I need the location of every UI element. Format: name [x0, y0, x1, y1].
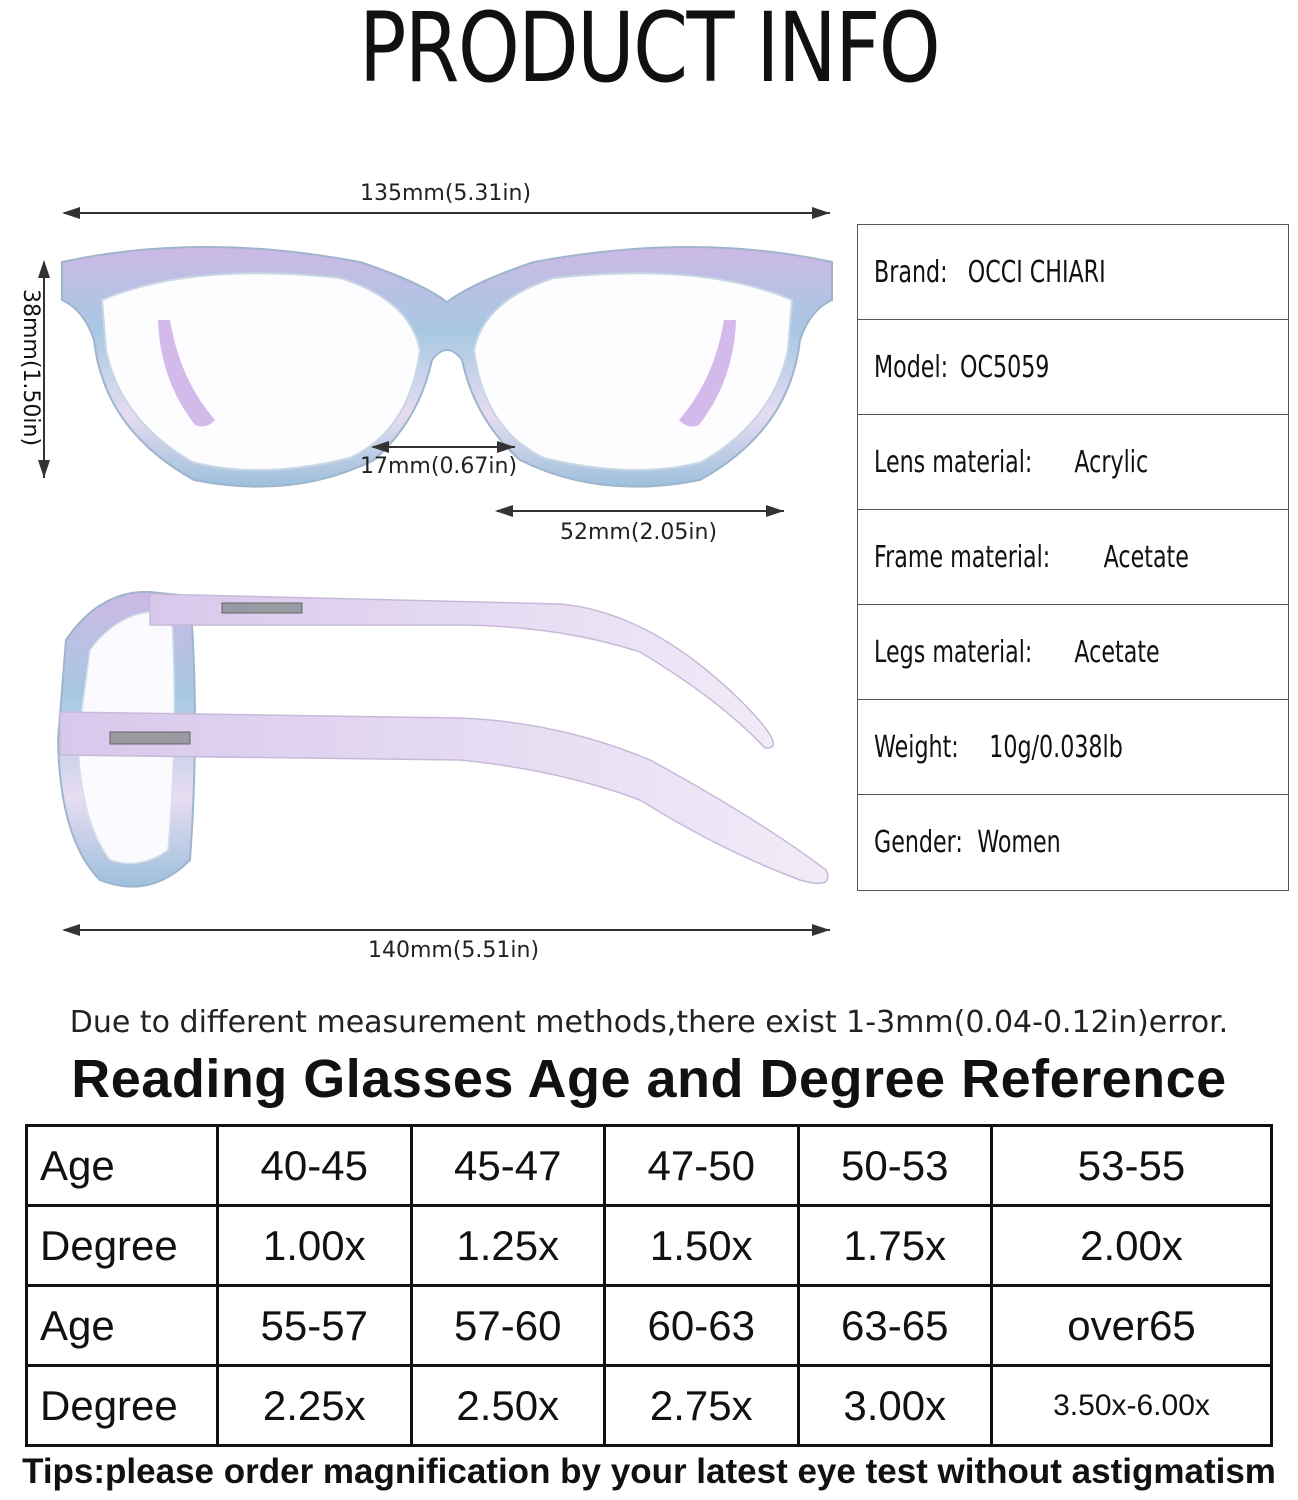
spec-label: Weight:: [874, 729, 959, 765]
spec-value: Acetate: [1103, 539, 1189, 575]
table-cell: 1.50x: [605, 1206, 799, 1286]
table-row: [27, 1126, 1272, 1206]
table-cell: 2.00x: [992, 1206, 1272, 1286]
table-cell: 40-45: [218, 1126, 412, 1206]
table-row: [27, 1206, 1272, 1286]
table-cell: 2.75x: [605, 1366, 799, 1446]
spec-label: Frame material:: [874, 539, 1051, 575]
row-header: Degree: [27, 1366, 218, 1446]
glasses-illustration: [0, 0, 850, 980]
spec-row-frame-material: [858, 510, 1288, 605]
bridge-dimension-label: 17mm(0.67in): [360, 454, 518, 479]
table-row: [27, 1286, 1272, 1366]
table-cell: over65: [992, 1286, 1272, 1366]
spec-value: OCCI CHIARI: [967, 254, 1106, 290]
spec-value: OC5059: [960, 349, 1050, 385]
table-cell: 53-55: [992, 1126, 1272, 1206]
spec-label: Legs material:: [874, 634, 1033, 670]
width-dimension-label: 135mm(5.31in): [360, 181, 532, 206]
height-dimension-label: 38mm(1.50in): [18, 288, 44, 447]
tips-text: Tips:please order magnification by your latest eye test without astigmatism: [22, 1452, 1276, 1491]
table-cell: 50-53: [798, 1126, 992, 1206]
table-cell: 47-50: [605, 1126, 799, 1206]
temple-dimension-label: 140mm(5.51in): [368, 938, 540, 963]
spec-row-gender: [858, 795, 1288, 890]
page-title: PRODUCT INFO: [358, 0, 940, 104]
spec-row-brand: [858, 225, 1288, 320]
spec-label: Gender:: [874, 825, 963, 860]
spec-row-model: [858, 320, 1288, 415]
table-cell: 3.00x: [798, 1366, 992, 1446]
table-cell: 3.50x-6.00x: [992, 1366, 1272, 1446]
row-header: Age: [27, 1286, 218, 1366]
table-cell: 63-65: [798, 1286, 992, 1366]
spec-value: Acetate: [1074, 634, 1160, 670]
table-cell: 1.00x: [218, 1206, 412, 1286]
table-cell: 45-47: [411, 1126, 605, 1206]
spec-label: Model:: [874, 349, 949, 385]
table-row: [27, 1366, 1272, 1446]
spec-row-weight: [858, 700, 1288, 795]
table-cell: 1.75x: [798, 1206, 992, 1286]
table-cell: 55-57: [218, 1286, 412, 1366]
table-cell: 1.25x: [411, 1206, 605, 1286]
spec-value: Acrylic: [1074, 444, 1149, 480]
spec-label: Lens material:: [874, 444, 1033, 480]
spec-label: Brand:: [874, 254, 948, 290]
reference-title: Reading Glasses Age and Degree Reference: [71, 1049, 1227, 1109]
spec-value: 10g/0.038lb: [988, 729, 1123, 765]
table-cell: 57-60: [411, 1286, 605, 1366]
row-header: Age: [27, 1126, 218, 1206]
lens-width-dimension-label: 52mm(2.05in): [560, 520, 718, 545]
spec-row-legs-material: [858, 605, 1288, 700]
table-cell: 60-63: [605, 1286, 799, 1366]
table-cell: 2.50x: [411, 1366, 605, 1446]
age-degree-table: [25, 1124, 1273, 1447]
front-view-frame: [62, 247, 832, 487]
specs-table: [857, 224, 1289, 891]
row-header: Degree: [27, 1206, 218, 1286]
spec-row-lens-material: [858, 415, 1288, 510]
table-cell: 2.25x: [218, 1366, 412, 1446]
side-view-frame: [58, 592, 828, 887]
measurement-note: Due to different measurement methods,there exist 1-3mm(0.04-0.12in)error.: [69, 1005, 1229, 1040]
spec-value: Women: [977, 825, 1061, 860]
